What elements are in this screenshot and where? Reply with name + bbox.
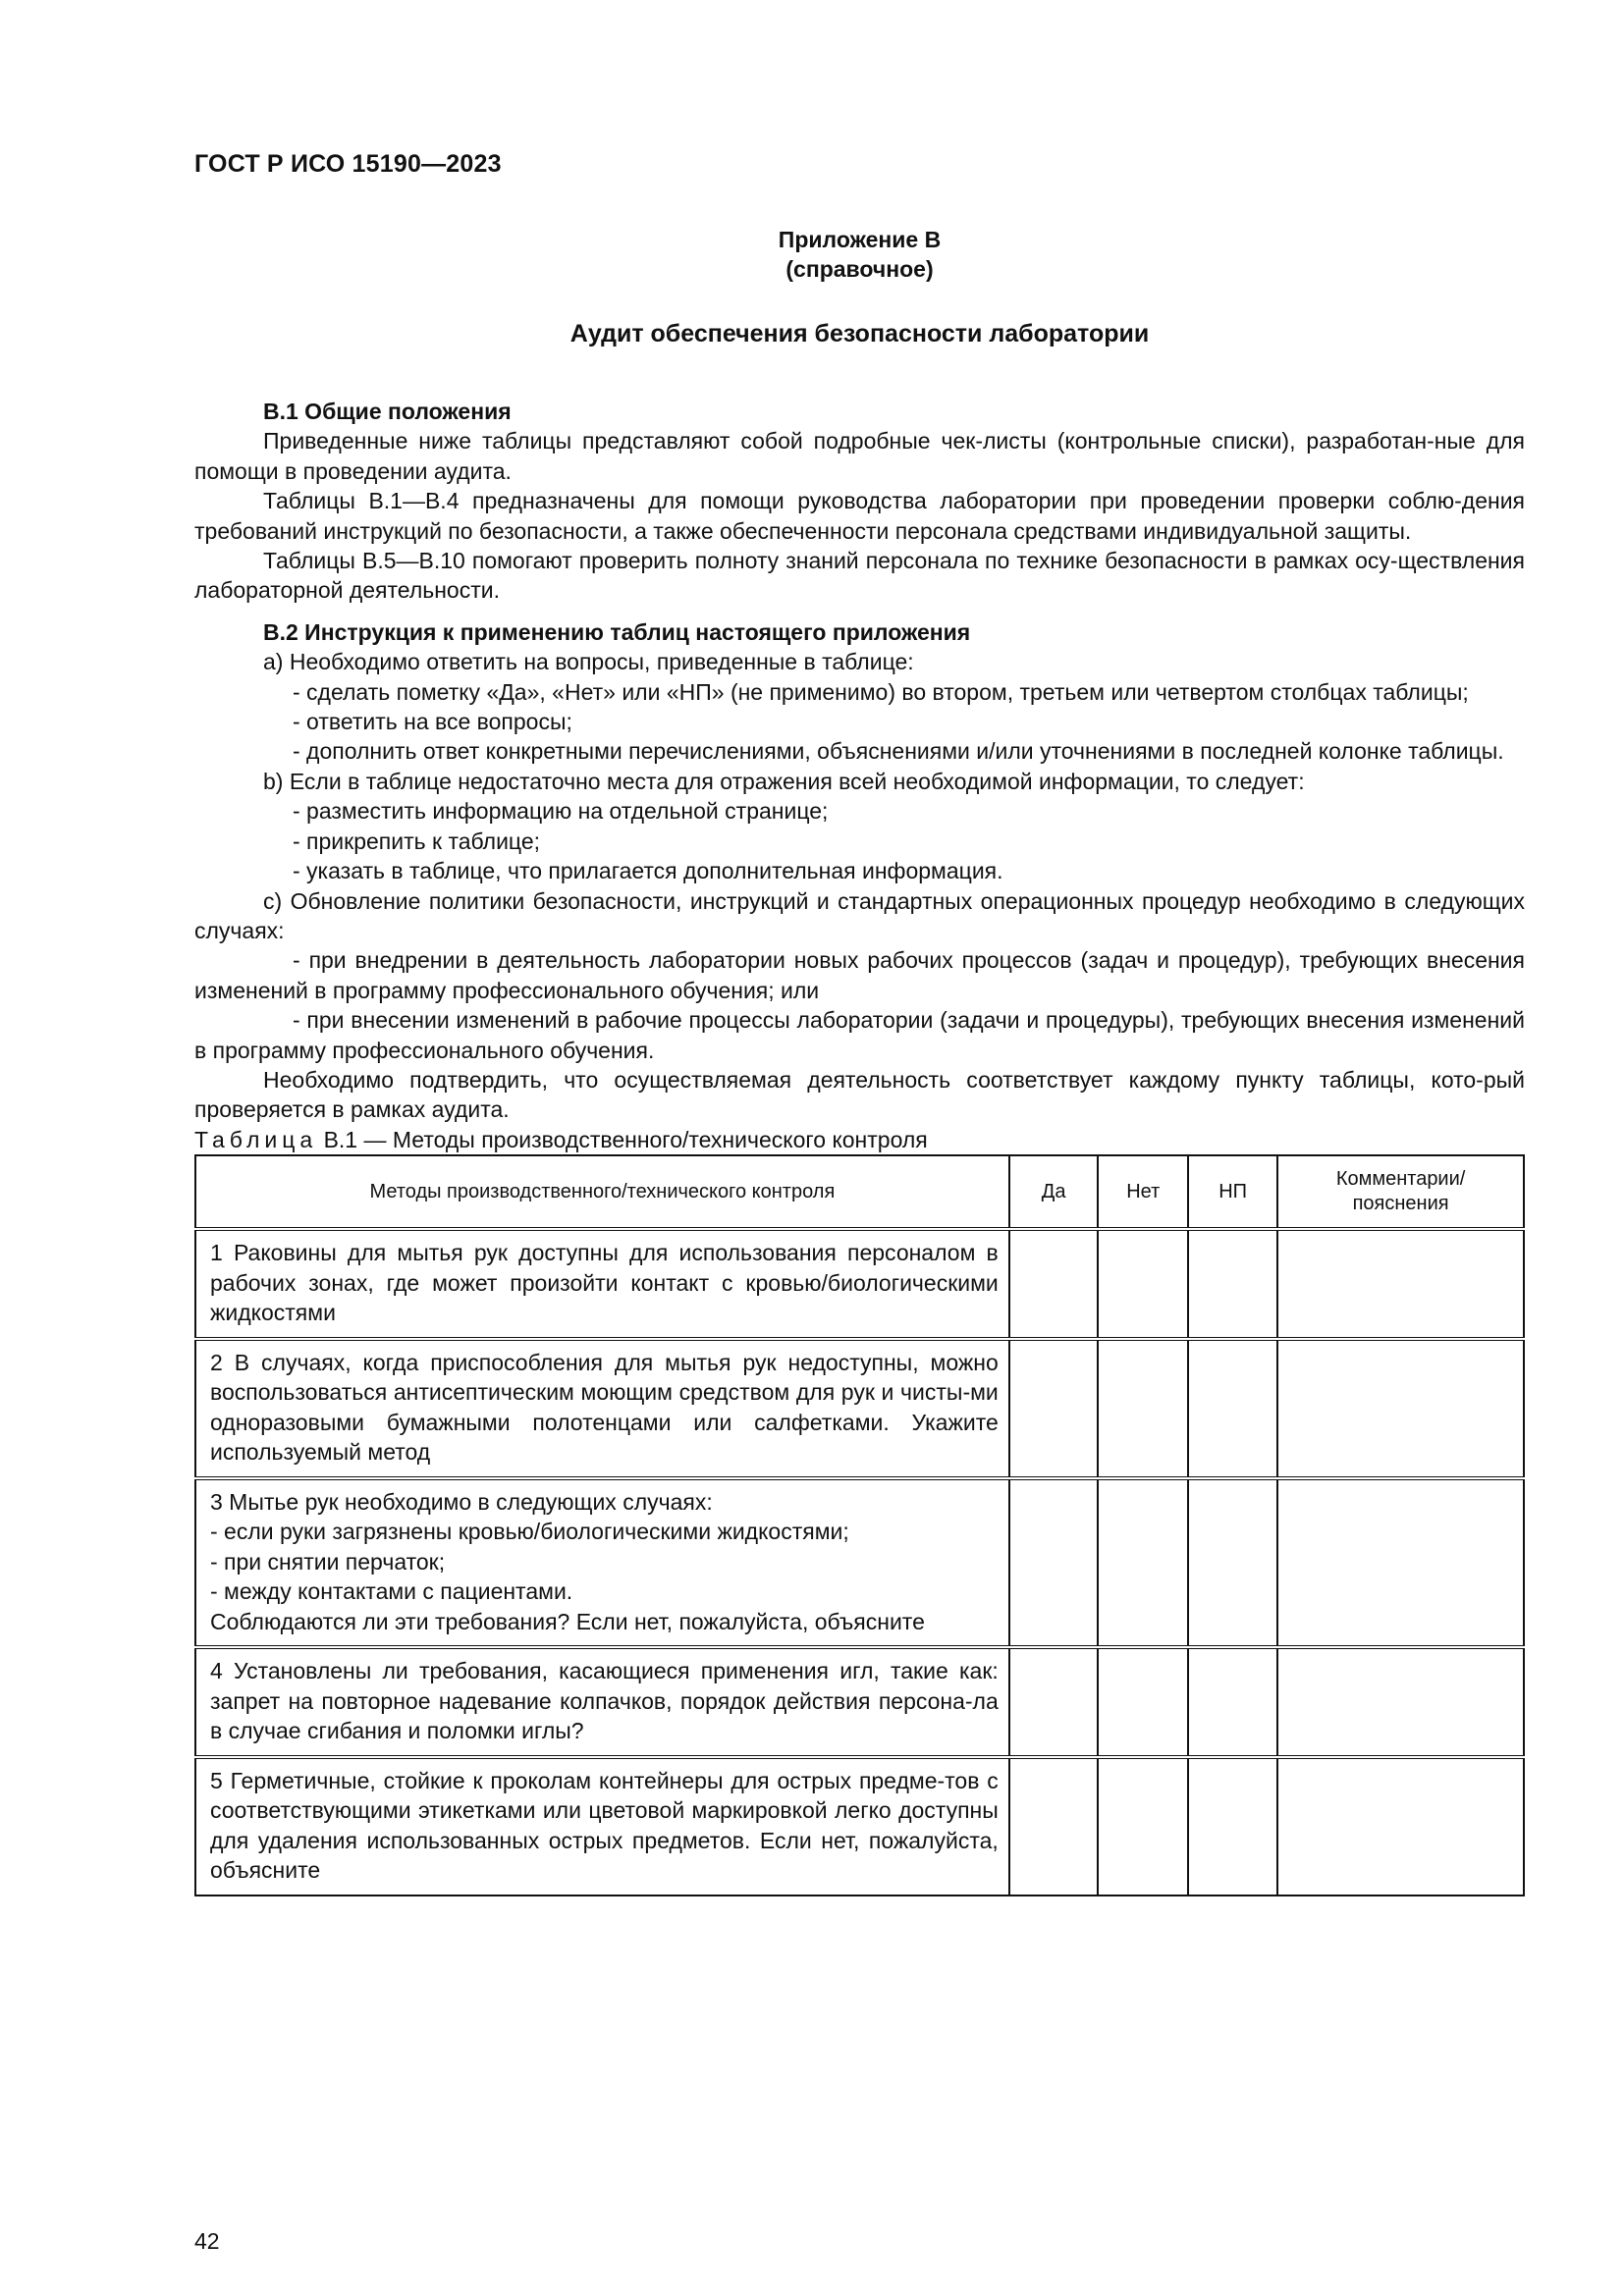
table-header-row — [195, 1155, 1524, 1229]
question-line: - между контактами с пациентами. — [210, 1578, 573, 1605]
question-cell: 1 Раковины для мытья рук доступны для использования персоналом в рабочих зонах, где может произойти контакт с кровью/биологическими жидкостями — [195, 1229, 1009, 1339]
question-cell: 2 В случаях, когда приспособления для мытья рук недоступны, можно воспользоваться антисептическим моющим средством для рук и чисты-ми одноразовыми бумажными полотенцами или салфетками. Укажите используемый метод — [195, 1339, 1009, 1478]
paragraph: Таблицы В.1—В.4 предназначены для помощи руководства лаборатории при проведении проверки соблю-дения требований инструкций по безопасности, а также обеспеченности персонала средствами индивидуальной защиты. — [194, 488, 1525, 544]
header-no: Нет — [1098, 1155, 1188, 1229]
body-text — [194, 397, 1525, 1896]
table-caption — [194, 1125, 1525, 1154]
list-subitem: - разместить информацию на отдельной странице; — [293, 798, 829, 825]
yes-cell[interactable] — [1009, 1478, 1099, 1648]
annex-label: Приложение В — [778, 227, 942, 252]
list-item: а) Необходимо ответить на вопросы, приведенные в таблице: — [263, 649, 914, 675]
table-row — [195, 1757, 1524, 1896]
no-cell[interactable] — [1098, 1229, 1188, 1339]
annex-heading — [194, 225, 1525, 284]
question-cell: 4 Установлены ли требования, касающиеся применения игл, такие как: запрет на повторное надевание колпачков, порядок действия персона-ла в случае сгибания и поломки иглы? — [195, 1647, 1009, 1757]
document-code: ГОСТ Р ИСО 15190—2023 — [194, 150, 502, 178]
comment-cell[interactable] — [1277, 1478, 1524, 1648]
paragraph: Приведенные ниже таблицы представляют собой подробные чек-листы (контрольные списки), разработан-ные для помощи в проведении аудита. — [194, 428, 1525, 484]
question-line: Соблюдаются ли эти требования? Если нет, пожалуйста, объясните — [210, 1608, 925, 1634]
list-subitem: - указать в таблице, что прилагается дополнительная информация. — [293, 858, 1003, 884]
comment-cell[interactable] — [1277, 1757, 1524, 1896]
list-item: с) Обновление политики безопасности, инструкций и стандартных операционных процедур необходимо в следующих случаях: — [194, 887, 1525, 943]
table-row — [195, 1478, 1524, 1648]
list-subitem: - при внедрении в деятельность лаборатории новых рабочих процессов (задач и процедур), требующих внесения изменений в программу профессионального обучения; или — [194, 947, 1525, 1003]
yes-cell[interactable] — [1009, 1757, 1099, 1896]
list-subitem: - при внесении изменений в рабочие процессы лаборатории (задачи и процедуры), требующих внесения изменений в программу профессионального обучения. — [194, 1007, 1525, 1063]
table-row — [195, 1339, 1524, 1478]
question-line: - если руки загрязнены кровью/биологическими жидкостями; — [210, 1519, 849, 1545]
no-cell[interactable] — [1098, 1339, 1188, 1478]
na-cell[interactable] — [1188, 1647, 1277, 1757]
list-item: b) Если в таблице недостаточно места для отражения всей необходимой информации, то следует: — [263, 768, 1305, 794]
table-row — [195, 1229, 1524, 1339]
yes-cell[interactable] — [1009, 1339, 1099, 1478]
no-cell[interactable] — [1098, 1647, 1188, 1757]
header-methods: Методы производственного/технического контроля — [195, 1155, 1009, 1229]
header-comments: Комментарии/ пояснения — [1277, 1155, 1524, 1229]
question-line: - при снятии перчаток; — [210, 1548, 446, 1575]
yes-cell[interactable] — [1009, 1647, 1099, 1757]
comment-cell[interactable] — [1277, 1647, 1524, 1757]
na-cell[interactable] — [1188, 1339, 1277, 1478]
no-cell[interactable] — [1098, 1478, 1188, 1648]
section-heading: В.1 Общие положения — [263, 399, 512, 424]
annex-type: (справочное) — [785, 256, 934, 282]
header-yes: Да — [1009, 1155, 1099, 1229]
no-cell[interactable] — [1098, 1757, 1188, 1896]
na-cell[interactable] — [1188, 1229, 1277, 1339]
comment-cell[interactable] — [1277, 1229, 1524, 1339]
paragraph: Необходимо подтвердить, что осуществляемая деятельность соответствует каждому пункту таблицы, кото-рый проверяется в рамках аудита. — [194, 1066, 1525, 1123]
list-subitem: - сделать пометку «Да», «Нет» или «НП» (не применимо) во втором, третьем или четвертом столбцах таблицы; — [293, 678, 1469, 705]
list-subitem: - дополнить ответ конкретными перечислениями, объяснениями и/или уточнениями в последней колонке таблицы. — [293, 738, 1504, 765]
table-caption-label: Таблица — [194, 1126, 318, 1152]
page-number: 42 — [194, 2228, 220, 2254]
question-cell: 5 Герметичные, стойкие к проколам контейнеры для острых предме-тов с соответствующими этикетками или цветовой маркировкой легко доступны для удаления использованных острых предметов. Если нет, пожалуйста, объясните — [195, 1757, 1009, 1896]
annex-title: Аудит обеспечения безопасности лаборатории — [569, 320, 1150, 347]
header-na: НП — [1188, 1155, 1277, 1229]
list-subitem: - ответить на все вопросы; — [293, 709, 572, 735]
comment-cell[interactable] — [1277, 1339, 1524, 1478]
section-heading: В.2 Инструкция к применению таблиц настоящего приложения — [263, 618, 971, 645]
question-line: 3 Мытье рук необходимо в следующих случаях: — [210, 1488, 713, 1515]
table-caption-text: В.1 — Методы производственного/технического контроля — [323, 1126, 928, 1152]
paragraph: Таблицы В.5—В.10 помогают проверить полноту знаний персонала по технике безопасности в рамках осу-ществления лабораторной деятельности. — [194, 548, 1525, 604]
na-cell[interactable] — [1188, 1478, 1277, 1648]
table-row — [195, 1647, 1524, 1757]
list-subitem: - прикрепить к таблице; — [293, 828, 541, 854]
audit-table — [194, 1154, 1525, 1896]
na-cell[interactable] — [1188, 1757, 1277, 1896]
question-cell — [195, 1478, 1009, 1648]
yes-cell[interactable] — [1009, 1229, 1099, 1339]
